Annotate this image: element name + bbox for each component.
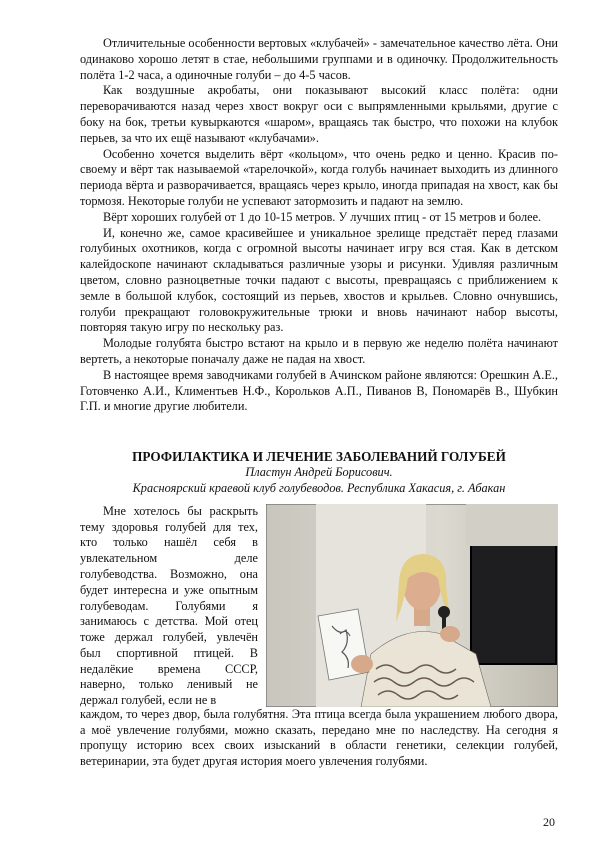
- article-title: ПРОФИЛАКТИКА И ЛЕЧЕНИЕ ЗАБОЛЕВАНИЙ ГОЛУБЕЙ: [132, 449, 506, 465]
- intro-paragraph-5: И, конечно же, самое красивейшее и уникальное зрелище предстаёт перед глазами голубиных охотников, когда с огромной высоты начинает игру вся стая. Как в детском калейдоскопе начинают складываться различные узоры и рисунки. Удивляя различным цветом, словно разноцветные точки падают с высоты, превращаясь с приближением к земле в большой клубок, состоящий из перьев, хвостов и крыльев. Словно очнувшись, голуби прекращают головокружительные трюки и вновь начинают набор высоты, повторяя такую игру по нескольку раз.: [80, 225, 558, 335]
- article-continued-text: каждом, то через двор, была голубятня. Эта птица всегда была украшением любого двора, а моё увлечение голубями, можно сказать, передано мне по наследству. На сегодня я пропущу историю всех своих изысканий в области генетики, селекции голубей, ветеринарии, эта будет другая история моего увлечения голубями.: [80, 706, 558, 769]
- intro-paragraph-7: В настоящее время заводчиками голубей в Ачинском районе являются: Орешкин А.Е., Готовченко А.И., Климентьев Н.Ф., Корольков А.П., Пиванов В, Пономарёв В., Шубкин Г.П. и многие другие любители.: [80, 367, 558, 414]
- intro-paragraph-2: Как воздушные акробаты, они показывают высокий класс полёта: одни переворачиваются назад через хвост вокруг оси с выпрямленными крыльями, другие с боку на бок, третьи кувыркаются «шаром», вращаясь так быстро, что похожи на клубок перьев, за что их ещё называют «клубачами».: [80, 83, 558, 145]
- article-author: Пластун Андрей Борисович.: [245, 465, 393, 480]
- author-photo-image: [266, 504, 558, 707]
- article-float-column: [80, 504, 258, 709]
- article-body: [80, 504, 558, 784]
- intro-paragraph-6: Молодые голубята быстро встают на крыло и в первую же неделю полёта начинают вертеть, а некоторые поначалу даже не падая на хвост.: [80, 336, 558, 366]
- intro-paragraph-3: Особенно хочется выделить вёрт «кольцом», что очень редко и ценно. Красив по-своему и вёрт так называемой «тарелочкой», когда голубь начинает выходить из длинного периода вёрта и разворачивается, вращаясь через крыло, иногда припадая на хвост, как бы тормозя. Некоторые голуби не успевают затормозить и падают на землю.: [80, 146, 558, 208]
- article-organization: Красноярский краевой клуб голубеводов. Республика Хакасия, г. Абакан: [132, 480, 506, 495]
- intro-paragraph-1: Отличительные особенности вертовых «клубачей» - замечательное качество лёта. Они одинаково хорошо летят в стае, небольшими группами и в одиночку. Продолжительность полёта 1-2 часа, а одиночные голуби – до 4-5 часов.: [80, 36, 558, 82]
- page-number: 20: [543, 815, 555, 829]
- page-content: [80, 36, 558, 784]
- article-float-text: Мне хотелось бы раскрыть тему здоровья голубей для тех, кто только нашёл себя в увлекательном деле голубеводства. Возможно, она будет интересна и уже опытным голубеводам. Голубями я занимаюсь с детства. Мой отец тоже держал голубей, увлечён был спортивной птицей. В недалёкие времена СССР, наверно, только ленивый не держал голубей, если не в: [80, 503, 258, 708]
- article-continued: [80, 707, 558, 770]
- intro-paragraph-4: Вёрт хороших голубей от 1 до 10-15 метров. У лучших птиц - от 15 метров и более.: [103, 209, 542, 224]
- author-photo: [266, 504, 558, 707]
